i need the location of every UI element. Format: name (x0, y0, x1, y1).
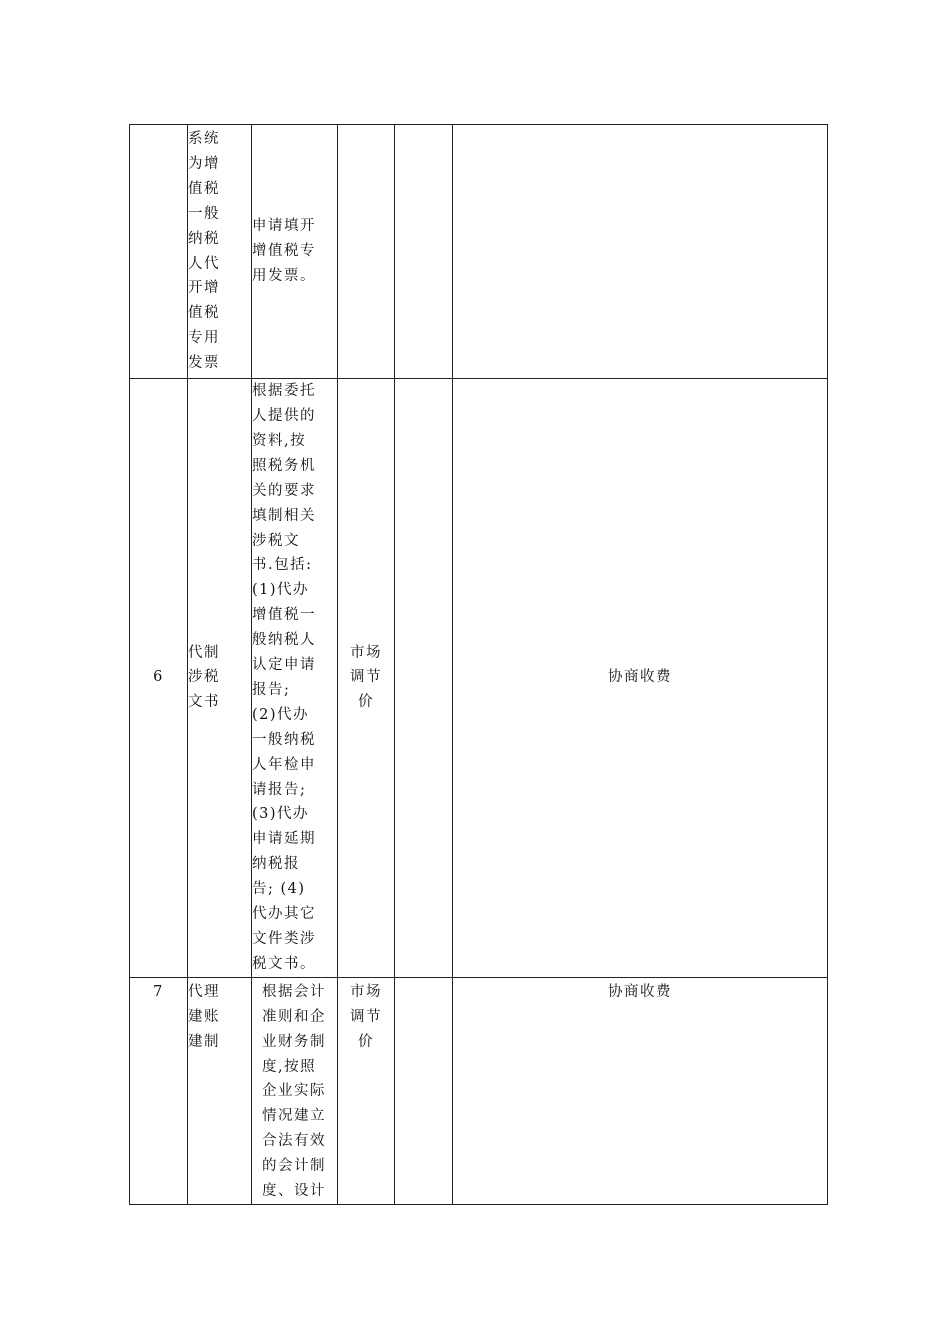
fee-note-cell: 协商收费 (453, 977, 828, 1204)
row-number-cell: 6 (130, 379, 188, 978)
row-number-cell: 7 (130, 977, 188, 1204)
table-row (130, 125, 828, 379)
fee-note-cell (453, 125, 828, 379)
service-name-cell: 代制 涉税 文书 (188, 379, 252, 978)
table-row (130, 379, 828, 978)
service-fee-table (129, 124, 828, 1205)
table-row (130, 977, 828, 1204)
service-content-cell: 申请填开 增值税专 用发票。 (252, 125, 338, 379)
service-content-cell: 根据委托 人提供的 资料,按 照税务机 关的要求 填制相关 涉税文 书.包括: (1)代办 增值税一 般纳税人 认定申请 报告; (2)代办 一般纳税 人年检申 请报告; (3)代办 申请延期 纳税报 告; (4) 代办其它 文件类涉 税文书。 (252, 379, 338, 978)
price-type-cell: 市场 调节 价 (338, 977, 395, 1204)
service-name-cell: 系统 为增 值税 一般 纳税 人代 开增 值税 专用 发票 (188, 125, 252, 379)
price-type-cell (338, 125, 395, 379)
service-content-cell: 根据会计 准则和企 业财务制 度,按照 企业实际 情况建立 合法有效 的会计制 度、设计 (252, 977, 338, 1204)
fee-standard-cell (395, 125, 453, 379)
fee-note-cell: 协商收费 (453, 379, 828, 978)
fee-standard-cell (395, 379, 453, 978)
price-type-cell: 市场 调节 价 (338, 379, 395, 978)
service-name-cell: 代理 建账 建制 (188, 977, 252, 1204)
row-number-cell (130, 125, 188, 379)
fee-standard-cell (395, 977, 453, 1204)
